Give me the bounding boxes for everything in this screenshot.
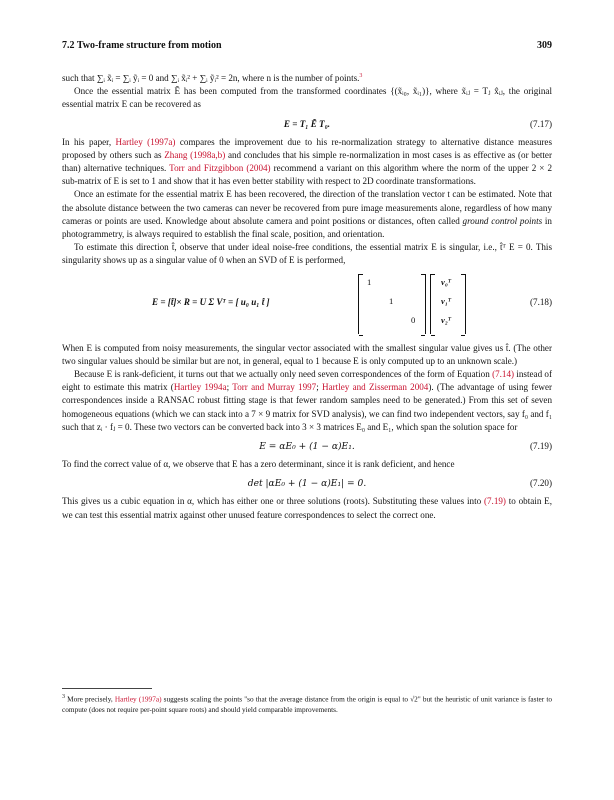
footnote-rule (62, 688, 152, 689)
equation-ref-7-14[interactable]: (7.14) (492, 369, 515, 380)
equation-7-19-expr: E = αE₀ + (1 − α)E₁. (259, 442, 355, 453)
equation-7-20 (62, 474, 552, 492)
equation-7-18-number: (7.18) (530, 296, 552, 307)
paragraph-7 (62, 368, 552, 434)
footnote-marker: 3 (62, 694, 65, 700)
equation-7-18 (62, 272, 552, 338)
footnote-3-marker[interactable]: 3 (359, 73, 363, 79)
emphasis-ground-control-points: ground control points (462, 215, 543, 226)
paragraph-4 (62, 188, 552, 241)
citation-torr-fitzgibbon-2004[interactable]: Torr and Fitzgibbon (2004) (169, 163, 271, 174)
paragraph-4-part-2: in photogrammetry, is always required to establish the final scale, position, and orientation. (62, 215, 552, 240)
footnote-part-1: More precisely, (67, 694, 113, 704)
running-header (62, 40, 552, 56)
v-row: v₁ᵀ (441, 295, 451, 306)
equation-7-20-expr: det |αE₀ + (1 − α)E₁| = 0. (247, 479, 367, 490)
citation-separator: ; (226, 382, 230, 393)
v-row: v₀ᵀ (441, 276, 451, 287)
citation-zhang-1998[interactable]: Zhang (1998a,b) (164, 149, 226, 160)
paragraph-3-part-3: and concludes that his simple re-normalization in most cases is as effective as (or better than) alternative techniques. (62, 149, 552, 174)
sigma-value: 0 (411, 314, 416, 325)
paragraph-8: To find the correct value of α, we observe that E has a zero determinant, since it is rank deficient, and hence (62, 459, 455, 470)
citation-separator: ; (316, 382, 319, 393)
paragraph-9-part-2: to obtain E, we can test this essential matrix against other unused feature correspondences to select the correct one. (62, 496, 552, 520)
citation-hartley-1997a[interactable]: Hartley (1997a) (115, 136, 176, 147)
equation-7-17 (62, 115, 552, 133)
page-number: 309 (537, 40, 552, 51)
section-title: 7.2 Two-frame structure from motion (62, 40, 222, 51)
sigma-matrix (358, 274, 426, 334)
equation-7-17-number: (7.17) (530, 118, 552, 129)
paragraph-3-part-2: compares the improvement due to his re-normalization strategy to alternative distance measures proposed by others such as (62, 136, 552, 160)
paragraph-7-part-2: instead of eight to estimate this matrix ( (62, 369, 552, 393)
paragraph-7-part-1: Because E is rank-deficient, it turns out that we actually only need seven correspondences of the form of Equation (74, 369, 490, 380)
citation-hartley-zisserman-2004[interactable]: Hartley and Zisserman 2004 (322, 382, 429, 393)
equation-ref-7-19[interactable]: (7.19) (483, 496, 506, 507)
paragraph-6: When E is computed from noisy measurements, the singular vector associated with the smallest singular value gives us t̂. (The other two singular values should be similar but are not, in general, equal to 1 because E is only computed up to an unknown scale.) (62, 342, 552, 366)
paragraph-9 (62, 495, 552, 521)
footnote-part-2: suggests scaling the points "so that the average distance from the origin is equal to √2" but the heuristic of unit variance is faster to compute (does not require per-point square roots) and should yield comparable improvements. (62, 694, 552, 714)
footnote (62, 688, 552, 715)
equation-7-20-number: (7.20) (530, 478, 552, 489)
sigma-value: 1 (367, 276, 372, 287)
paragraph-7-part-3: ). (The advantage of using fewer correspondences inside a RANSAC robust fitting stage is that fewer random samples need to be generated.) From this set of seven homogeneous equations (which we can stack into a 7 × 9 matrix for SVD analysis), we can find two independent vectors, say f₀ and f₁ such that zᵢ · fⱼ = 0. These two vectors can be converted back into 3 × 3 matrices E₀ and E₁, which span the solution space for (62, 382, 553, 432)
v-transpose-matrix (430, 274, 466, 334)
paragraph-3-part-4: recommend a variant on this algorithm where the norm of the upper 2 × 2 sub-matrix of E is set to 1 and show that it has even better stability with respect to 2D coordinate transformations. (62, 163, 553, 187)
equation-7-19-number: (7.19) (530, 441, 552, 452)
main-text (62, 70, 552, 522)
equation-7-18-lhs: E = [t̂]× R = U Σ Vᵀ = [ u₀ u₁ t̂ ] (152, 296, 270, 307)
footnote-citation-hartley-1997a[interactable]: Hartley (1997a) (114, 694, 162, 704)
equation-7-17-expr: E = T₁ Ẽ T₀. (283, 118, 331, 129)
paragraph-4-part-1: Once an estimate for the essential matrix E has been recovered, the direction of the translation vector t can be estimated. Note that the absolute distance between the two cameras can never be recovered from pure image measurements alone, regardless of how many cameras or points are used. Knowledge about absolute camera and point positions or distances, often called (62, 189, 552, 226)
paragraph-5: To estimate this direction t̂, observe that under ideal noise-free conditions, the essential matrix E is singular, i.e., t̂ᵀ E = 0. This singularity shows up as a singular value of 0 when an SVD of E is performed, (62, 242, 552, 266)
paragraph-3 (62, 136, 552, 189)
paragraph-2: Once the essential matrix Ẽ has been computed from the transformed coordinates {(x̃ᵢ₀, x̃ᵢ₁)}, where x̃ᵢⱼ = Tⱼ x̂ᵢⱼ, the original essential matrix E can be recovered as (62, 86, 552, 110)
footnote-text (62, 692, 552, 715)
citation-torr-murray-1997[interactable]: Torr and Murray 1997 (232, 382, 317, 393)
equation-7-19 (62, 437, 552, 455)
paragraph-1-text: such that ∑ᵢ x̃ᵢ = ∑ᵢ ỹᵢ = 0 and ∑ᵢ x̃ᵢ² + ∑ᵢ ỹᵢ² = 2n, where n is the number of points. (62, 73, 360, 84)
sigma-value: 1 (389, 295, 394, 306)
paragraph-1 (62, 70, 552, 85)
paragraph-9-part-1: This gives us a cubic equation in α, which has either one or three solutions (roots). Substituting these values into (62, 496, 482, 507)
v-row: v₂ᵀ (441, 314, 451, 325)
paragraph-3-part-1: In his paper, (62, 136, 112, 147)
citation-hartley-1994a[interactable]: Hartley 1994a (173, 382, 227, 393)
